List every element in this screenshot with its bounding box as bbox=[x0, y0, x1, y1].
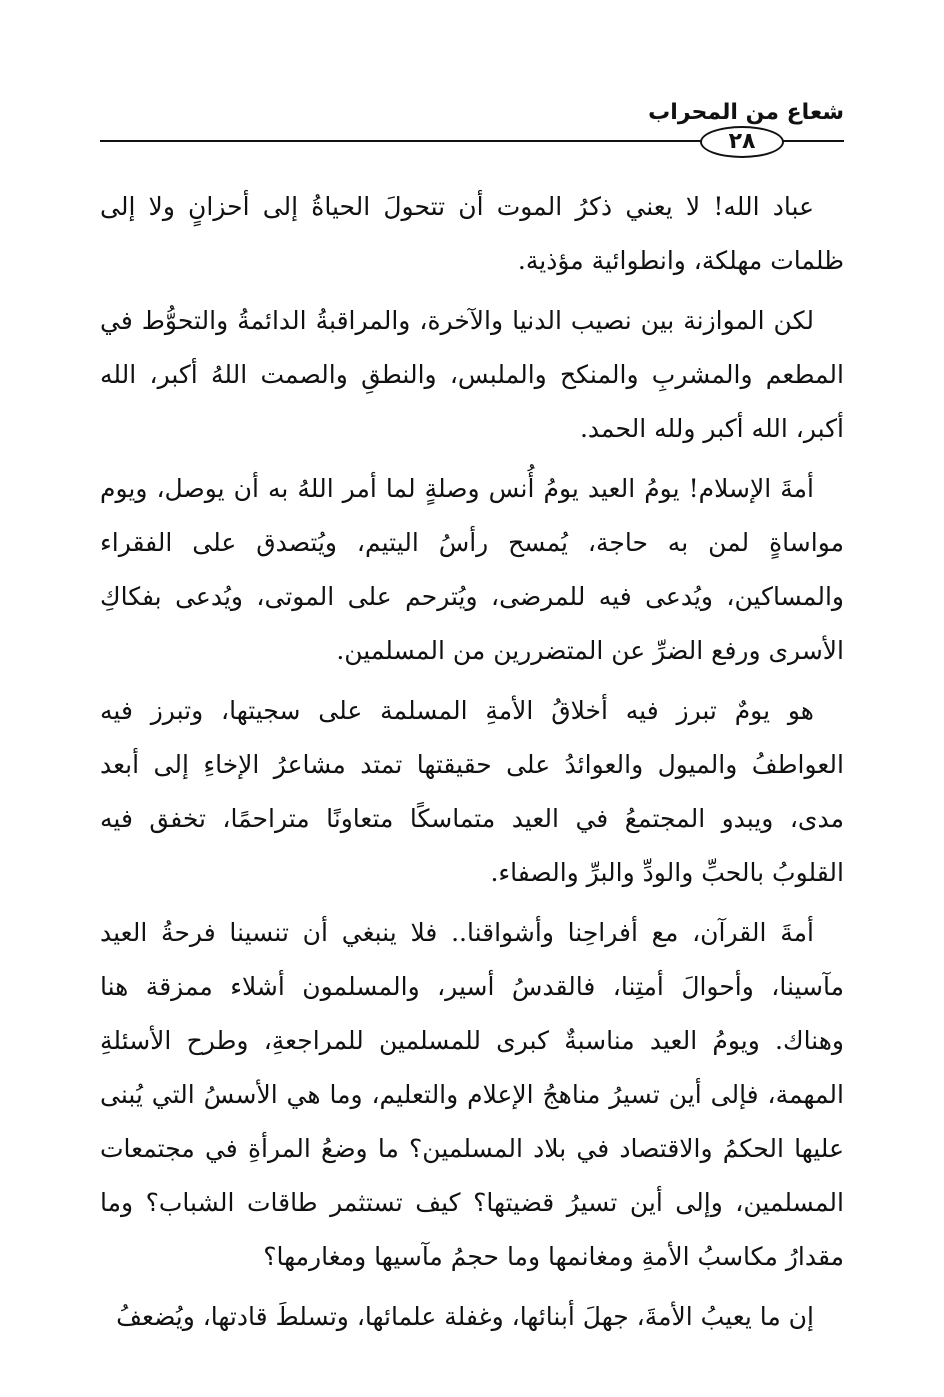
running-title: شعاع من المحراب bbox=[648, 100, 844, 125]
page-number: ٢٨ bbox=[700, 126, 784, 158]
page-header bbox=[100, 100, 844, 154]
paragraph: لكن الموازنة بين نصيب الدنيا والآخرة، والمراقبةُ الدائمةُ والتحوُّط في المطعم والمشربِ والمنكح والملبس، والنطقِ والصمت اللهُ أكبر، الله أكبر، الله أكبر ولله الحمد. bbox=[100, 306, 844, 443]
paragraph: عباد الله! لا يعني ذكرُ الموت أن تتحولَ الحياةُ إلى أحزانٍ ولا إلى ظلمات مهلكة، وانطوائية مؤذية. bbox=[100, 192, 844, 275]
paragraph: أمةَ القرآن، مع أفراحِنا وأشواقنا.. فلا ينبغي أن تنسينا فرحةُ العيد مآسينا، وأحوالَ أمتِنا، فالقدسُ أسير، والمسلمون أشلاء ممزقة هنا وهناك. ويومُ العيد مناسبةٌ كبرى للمسلمين للمراجعةِ، وطرح الأسئلةِ المهمة، فإلى أين تسيرُ مناهجُ الإعلام والتعليم، وما هي الأسسُ التي يُبنى عليها الحكمُ والاقتصاد في بلاد المسلمين؟ ما وضعُ المرأةِ في مجتمعات المسلمين، وإلى أين تسيرُ قضيتها؟ كيف تستثمر طاقات الشباب؟ وما مقدارُ مكاسبُ الأمةِ ومغانمها وما حجمُ مآسيها ومغارمها؟ bbox=[100, 918, 844, 1271]
paragraph: أمةَ الإسلام! يومُ العيد يومُ أُنس وصلةٍ لما أمر اللهُ به أن يوصل، ويوم مواساةٍ لمن به حاجة، يُمسح رأسُ اليتيم، ويُتصدق على الفقراء والمساكين، ويُدعى فيه للمرضى، ويُترحم على الموتى، ويُدعى بفكاكِ الأسرى ورفع الضرِّ عن المتضررين من المسلمين. bbox=[100, 474, 844, 665]
body-text bbox=[100, 180, 844, 1350]
paragraph: إن ما يعيبُ الأمةَ، جهلَ أبنائها، وغفلة علمائها، وتسلطَ قادتها، ويُضعفُ bbox=[116, 1302, 814, 1331]
paragraph: هو يومٌ تبرز فيه أخلاقُ الأمةِ المسلمة على سجيتها، وتبرز فيه العواطفُ والميول والعوائدُ على حقيقتها تمتد مشاعرُ الإخاءِ إلى أبعد مدى، ويبدو المجتمعُ في العيد متماسكًا متعاونًا متراحمًا، تخفق فيه القلوبُ بالحبِّ والودِّ والبرِّ والصفاء. bbox=[100, 696, 844, 887]
